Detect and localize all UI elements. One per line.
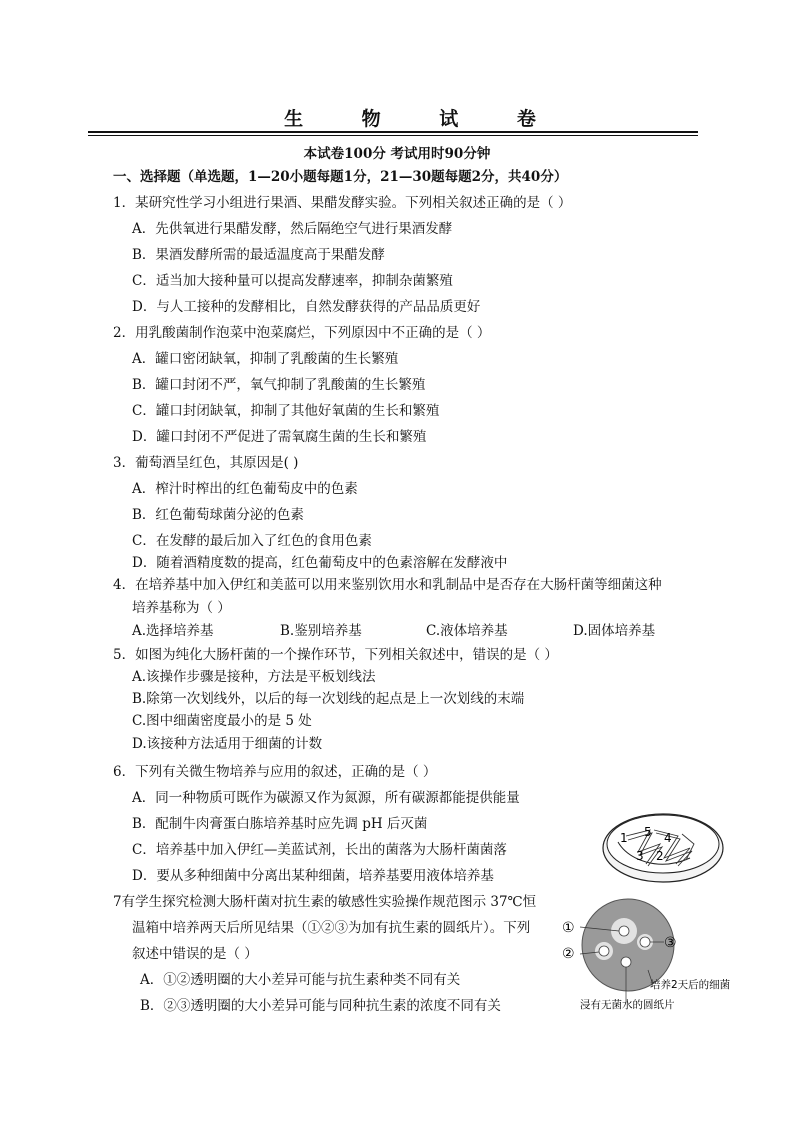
question-7-option-b: B．②③透明圈的大小差异可能与同种抗生素的浓度不同有关	[140, 998, 501, 1014]
disc-label-2: ②	[562, 946, 575, 962]
caption-sterile-disc: 浸有无菌水的圆纸片	[580, 999, 675, 1011]
question-2-option-d: D．罐口封闭不严促进了需氧腐生菌的生长和繁殖	[132, 429, 427, 445]
streak-label-3: 3	[636, 849, 644, 863]
antibiotic-disc-3	[640, 937, 650, 947]
question-2-option-b: B．罐口封闭不严，氧气抑制了乳酸菌的生长繁殖	[132, 377, 426, 393]
question-4-stem-cont: 培养基称为（ ）	[132, 600, 231, 616]
antibiotic-disc-figure	[560, 898, 736, 1020]
question-6-stem: 6．下列有关微生物培养与应用的叙述，正确的是（ ）	[113, 764, 437, 780]
question-4-option-b: B.鉴别培养基	[280, 623, 362, 639]
question-4-option-d: D.固体培养基	[573, 623, 656, 639]
streak-label-4: 4	[664, 831, 672, 845]
question-6-option-a: A．同一种物质可既作为碳源又作为氮源，所有碳源都能提供能量	[132, 790, 520, 806]
title-divider-thin	[88, 135, 698, 136]
streak-label-2: 2	[656, 849, 664, 863]
question-5-option-b: B.除第一次划线外，以后的每一次划线的起点是上一次划线的末端	[132, 691, 525, 707]
question-4-option-c: C.液体培养基	[426, 623, 508, 639]
question-3-option-c: C．在发酵的最后加入了红色的食用色素	[132, 533, 372, 549]
caption-bacteria: 培养2天后的细菌	[650, 979, 731, 991]
question-1-option-d: D．与人工接种的发酵相比，自然发酵获得的产品品质更好	[132, 299, 481, 315]
question-7-stem-cont-2: 叙述中错误的是（ ）	[132, 946, 258, 962]
question-6-option-d: D．要从多种细菌中分离出某种细菌，培养基要用液体培养基	[132, 868, 494, 884]
question-3-stem: 3．葡萄酒呈红色，其原因是( )	[113, 455, 299, 471]
sterile-water-disc	[621, 957, 631, 967]
bacteria-plate	[582, 899, 674, 991]
streak-plate-figure	[598, 800, 728, 890]
question-1-option-c: C．适当加大接种量可以提高发酵速率，抑制杂菌繁殖	[132, 273, 453, 289]
streak-label-1: 1	[620, 831, 628, 845]
exam-info: 本试卷100分 考试用时90分钟	[303, 146, 491, 162]
question-5-stem: 5．如图为纯化大肠杆菌的一个操作环节，下列相关叙述中，错误的是（ ）	[113, 647, 558, 663]
question-1-option-b: B．果酒发酵所需的最适温度高于果醋发酵	[132, 247, 385, 263]
question-2-option-a: A．罐口密闭缺氧，抑制了乳酸菌的生长繁殖	[132, 351, 399, 367]
antibiotic-disc-1	[619, 926, 629, 936]
disc-label-1: ①	[562, 920, 575, 936]
streak-label-5: 5	[644, 825, 652, 839]
question-7-stem-cont-1: 温箱中培养两天后所见结果（①②③为加有抗生素的圆纸片）。下列	[132, 920, 531, 936]
question-3-option-b: B．红色葡萄球菌分泌的色素	[132, 507, 304, 523]
question-4-option-a: A.选择培养基	[132, 623, 214, 639]
question-3-option-d: D．随着酒精度数的提高，红色葡萄皮中的色素溶解在发酵液中	[132, 555, 508, 571]
question-5-option-a: A.该操作步骤是接种，方法是平板划线法	[132, 669, 376, 685]
question-3-option-a: A．榨汁时榨出的红色葡萄皮中的色素	[132, 481, 358, 497]
question-2-stem: 2．用乳酸菌制作泡菜中泡菜腐烂，下列原因中不正确的是（ ）	[113, 325, 491, 341]
title-divider-thick	[88, 131, 698, 133]
question-1-option-a: A．先供氧进行果醋发酵，然后隔绝空气进行果酒发酵	[132, 221, 453, 237]
question-5-option-c: C.图中细菌密度最小的是 5 处	[132, 713, 312, 729]
disc-label-3: ③	[664, 935, 677, 951]
question-6-option-b: B．配制牛肉膏蛋白胨培养基时应先调 pH 后灭菌	[132, 816, 428, 832]
question-4-stem: 4．在培养基中加入伊红和美蓝可以用来鉴别饮用水和乳制品中是否存在大肠杆菌等细菌这种	[113, 577, 662, 593]
question-5-option-d: D.该接种方法适用于细菌的计数	[132, 736, 323, 752]
question-7-stem: 7有学生探究检测大肠杆菌对抗生素的敏感性实验操作规范图示 37℃恒	[113, 894, 537, 910]
section-heading: 一、选择题（单选题，1—20小题每题1分，21—30题每题2分，共40分）	[113, 169, 568, 185]
question-1-stem: 1．某研究性学习小组进行果酒、果醋发酵实验。下列相关叙述正确的是（ ）	[113, 195, 572, 211]
question-2-option-c: C．罐口封闭缺氧，抑制了其他好氧菌的生长和繁殖	[132, 403, 440, 419]
antibiotic-disc-2	[599, 946, 609, 956]
question-6-option-c: C．培养基中加入伊红—美蓝试剂，长出的菌落为大肠杆菌菌落	[132, 842, 507, 858]
page-title: 生 物 试 卷	[284, 108, 562, 130]
question-7-option-a: A．①②透明圈的大小差异可能与抗生素种类不同有关	[140, 972, 461, 988]
